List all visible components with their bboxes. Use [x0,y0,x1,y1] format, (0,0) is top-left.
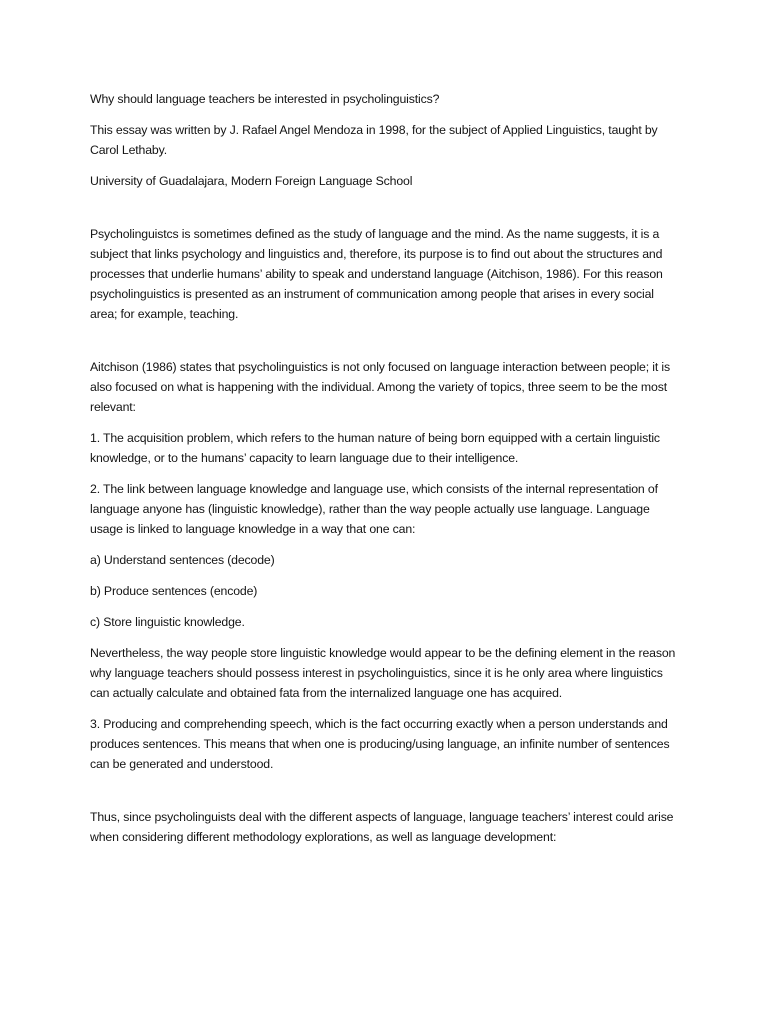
paragraph-point-3: 3. Producing and comprehending speech, which is the fact occurring exactly when a person understands and produces sentences. This means that when one is producing/using language, an infinite number of sentences can be generated and understood. [90,717,670,771]
paragraph-point-2: 2. The link between language knowledge and language use, which consists of the internal representation of language anyone has (linguistic knowledge), rather than the way people actually use language. Language usage is linked to language knowledge in a way that one can: [90,482,658,536]
paragraph-point-1: 1. The acquisition problem, which refers to the human nature of being born equipped with a certain linguistic knowledge, or to the humans’ capacity to learn language due to their intelligence. [90,431,660,465]
document-page [90,89,680,847]
byline: This essay was written by J. Rafael Angel Mendoza in 1998, for the subject of Applied Linguistics, taught by Carol Lethaby. [90,123,658,157]
paragraph-aitchison: Aitchison (1986) states that psycholinguistics is not only focused on language interaction between people; it is also focused on what is happening with the individual. Among the variety of topics, three seem to be the most relevant: [90,360,670,414]
list-item-b: b) Produce sentences (encode) [90,584,258,598]
list-item-a: a) Understand sentences (decode) [90,553,275,567]
document-title: Why should language teachers be interested in psycholinguistics? [90,92,440,106]
paragraph-thus: Thus, since psycholinguists deal with the different aspects of language, language teachers’ interest could arise when considering different methodology explorations, as well as language development: [90,810,674,844]
paragraph-intro: Psycholinguistcs is sometimes defined as the study of language and the mind. As the name suggests, it is a subject that links psychology and linguistics and, therefore, its purpose is to find out about the structures and processes that underlie humans’ ability to speak and understand language (Aitchison, 1986). For this reason psycholinguistics is presented as an instrument of communication among people that arises in every social area; for example, teaching. [90,227,663,321]
paragraph-nevertheless: Nevertheless, the way people store linguistic knowledge would appear to be the defining element in the reason why language teachers should possess interest in psycholinguistics, since it is he only area where linguistics can actually calculate and obtained fata from the internalized language one has acquired. [90,646,676,700]
list-item-c: c) Store linguistic knowledge. [90,615,245,629]
affiliation: University of Guadalajara, Modern Foreign Language School [90,174,413,188]
